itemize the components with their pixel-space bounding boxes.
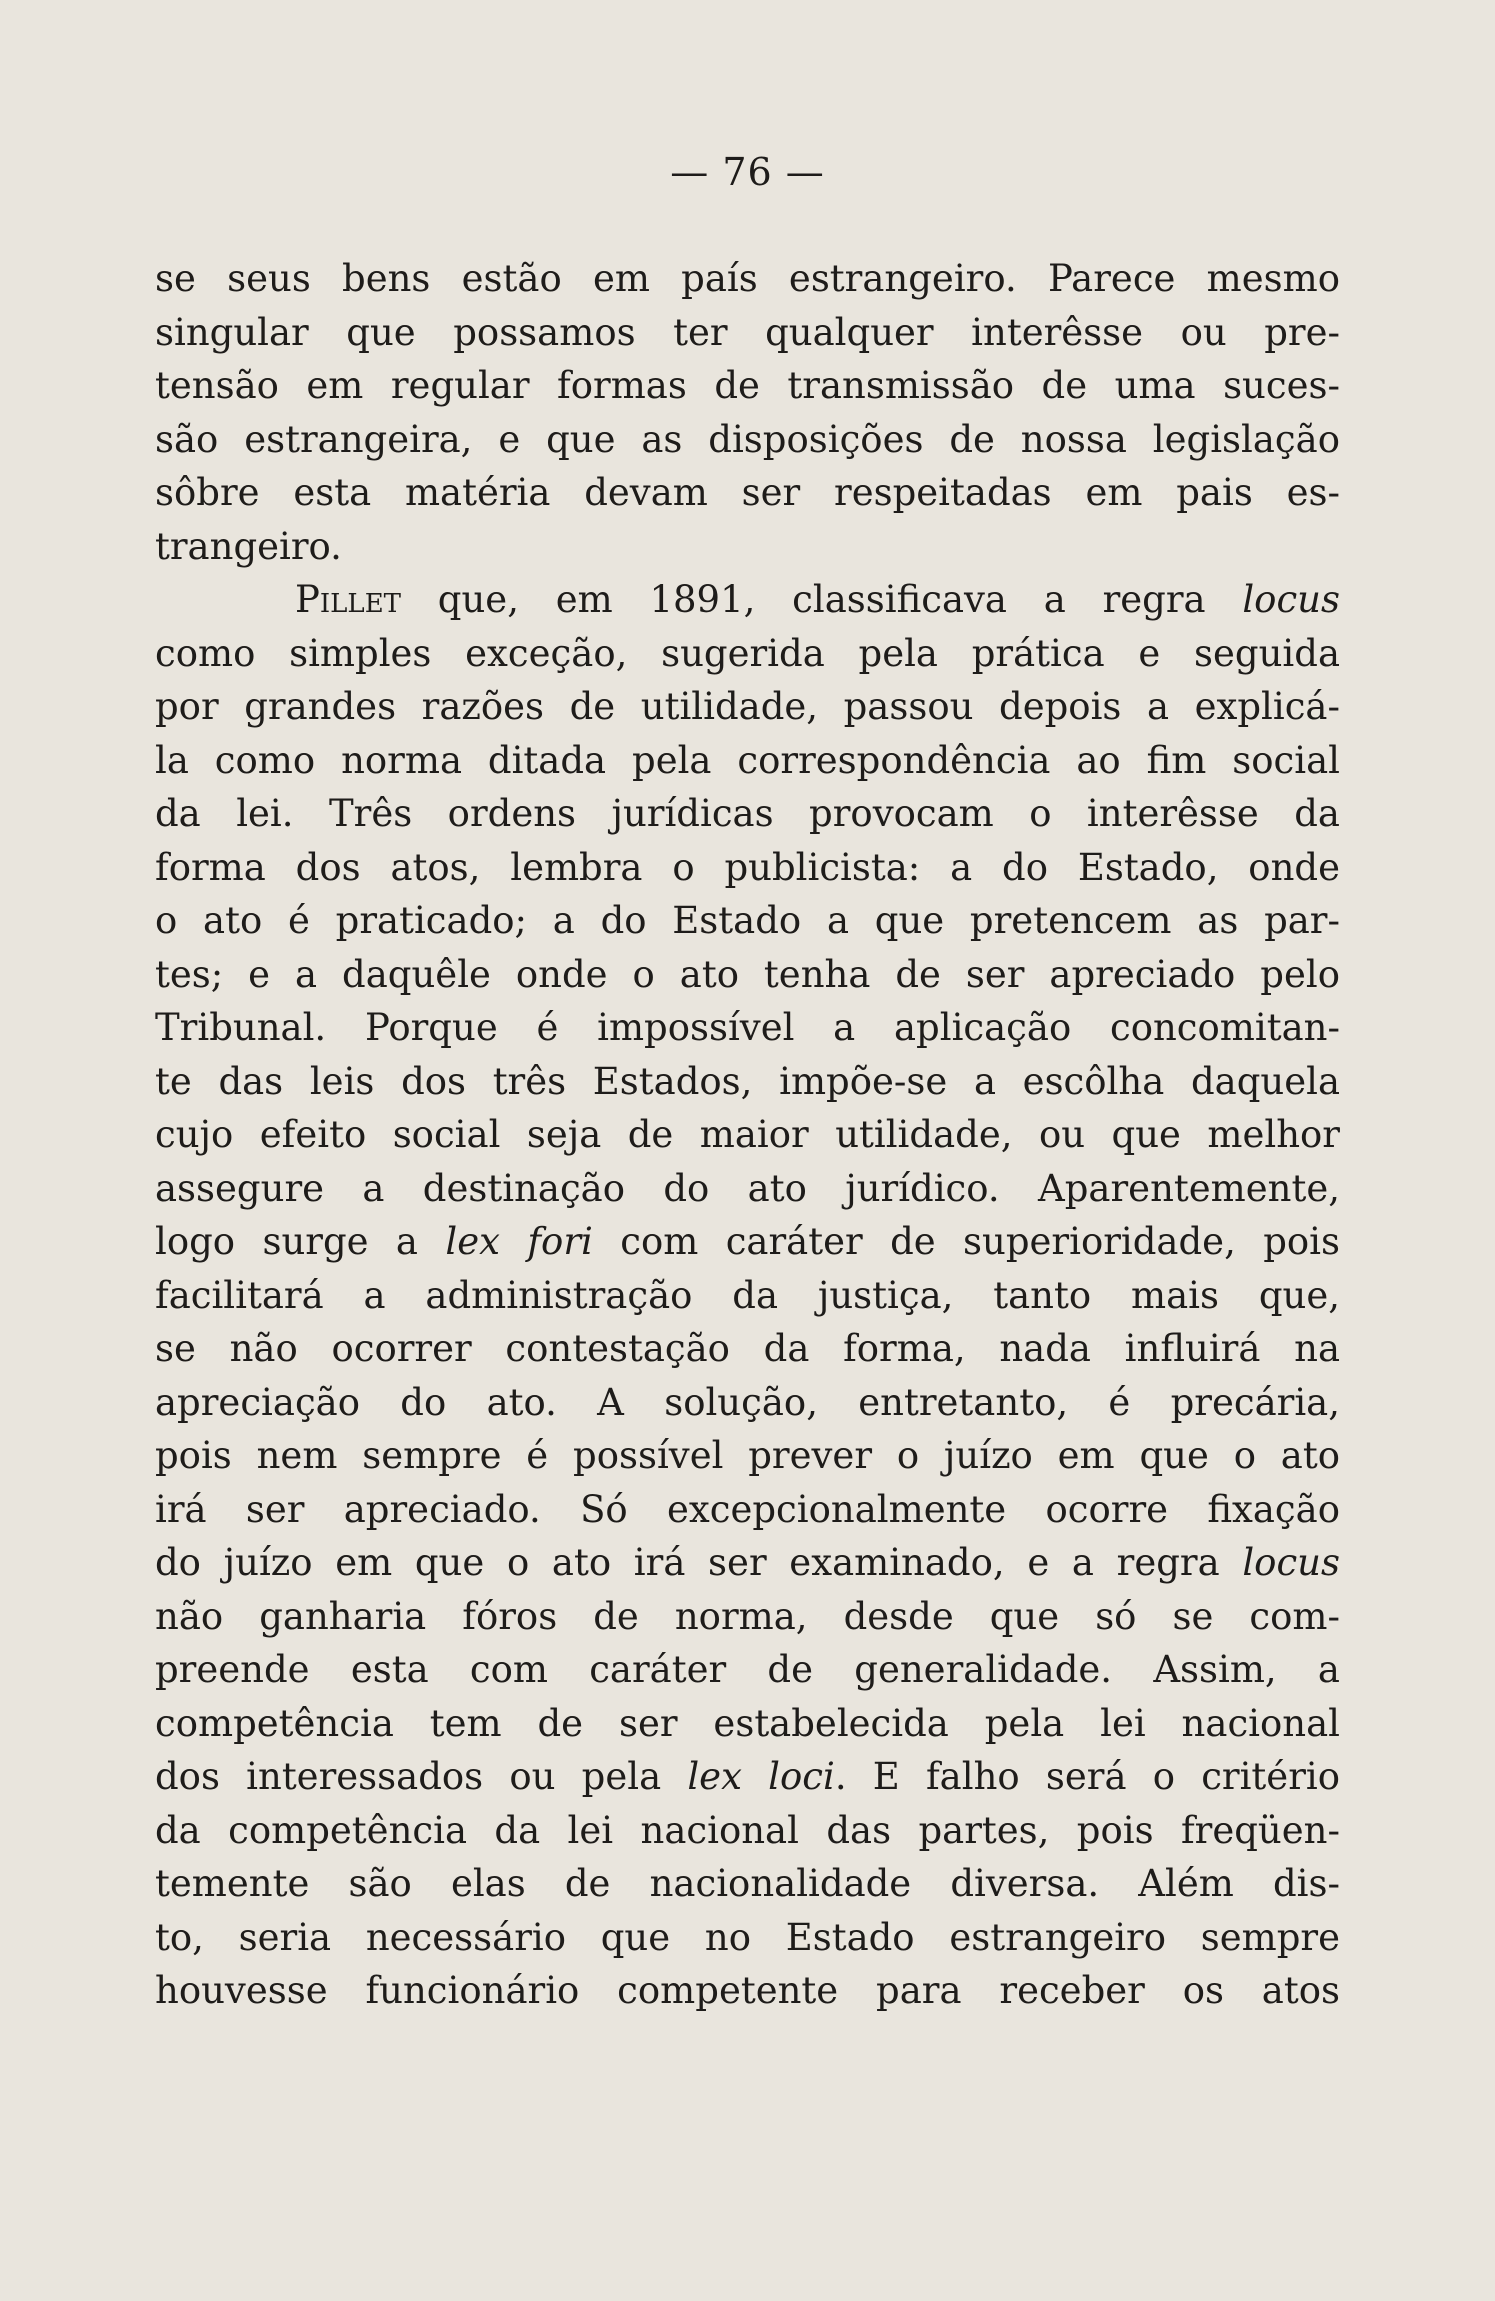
paragraph-1	[155, 252, 1340, 573]
text-line: irá ser apreciado. Só excepcionalmente ocorre fixação	[155, 1487, 1340, 1531]
text-line: singular que possamos ter qualquer interêsse ou pre-	[155, 310, 1340, 354]
text-line: te das leis dos três Estados, impõe-se a escôlha daquela	[155, 1059, 1340, 1103]
text-line: houvesse funcionário competente para receber os atos	[155, 1969, 1340, 2012]
text-line: não ganharia fóros de norma, desde que só se com-	[155, 1594, 1340, 1638]
text-line: como simples exceção, sugerida pela prática e seguida	[155, 631, 1340, 675]
text-line: do juízo em que o ato irá ser examinado, e a regra locus	[155, 1541, 1340, 1584]
text-line: dos interessados ou pela lex loci. E falho será o critério	[155, 1755, 1340, 1798]
text-line: se seus bens estão em país estrangeiro. Parece mesmo	[155, 257, 1340, 300]
text-line: se não ocorrer contestação da forma, nada influirá na	[155, 1327, 1340, 1370]
text-line: da lei. Três ordens jurídicas provocam o interêsse da	[155, 792, 1340, 835]
body-text	[155, 252, 1340, 2018]
paragraph-2	[155, 573, 1340, 2018]
text-line: forma dos atos, lembra o publicista: a do Estado, onde	[155, 845, 1340, 889]
text-line: temente são elas de nacionalidade diversa. Além dis-	[155, 1862, 1340, 1905]
text-line: competência tem de ser estabelecida pela lei nacional	[155, 1701, 1340, 1745]
text-line: to, seria necessário que no Estado estrangeiro sempre	[155, 1915, 1340, 1959]
text-line: o ato é praticado; a do Estado a que pretencem as par-	[155, 899, 1340, 942]
text-line: tes; e a daquêle onde o ato tenha de ser apreciado pelo	[155, 952, 1340, 996]
text-line: preende esta com caráter de generalidade. Assim, a	[155, 1648, 1340, 1691]
text-line: cujo efeito social seja de maior utilidade, ou que melhor	[155, 1113, 1340, 1156]
text-line: são estrangeira, e que as disposições de nossa legislação	[155, 417, 1340, 461]
text-line: apreciação do ato. A solução, entretanto, é precária,	[155, 1380, 1340, 1424]
text-line: la como norma ditada pela correspondência ao fim social	[155, 738, 1340, 782]
text-line: tensão em regular formas de transmissão de uma suces-	[155, 364, 1340, 407]
text-line: logo surge a lex fori com caráter de superioridade, pois	[155, 1220, 1341, 1263]
text-line: Pillet que, em 1891, classificava a regra locus	[295, 578, 1340, 621]
page-number: — 76 —	[670, 150, 825, 194]
text-line: pois nem sempre é possível prever o juízo em que o ato	[155, 1434, 1340, 1477]
text-line: facilitará a administração da justiça, tanto mais que,	[155, 1273, 1340, 1317]
text-line: por grandes razões de utilidade, passou depois a explicá-	[155, 685, 1340, 728]
text-line: sôbre esta matéria devam ser respeitadas em pais es-	[155, 471, 1340, 514]
text-line: assegure a destinação do ato jurídico. Aparentemente,	[155, 1166, 1340, 1210]
text-line: trangeiro.	[155, 524, 342, 568]
text-line: Tribunal. Porque é impossível a aplicação concomitan-	[155, 1006, 1340, 1049]
text-line: da competência da lei nacional das partes, pois freqüen-	[155, 1808, 1340, 1852]
